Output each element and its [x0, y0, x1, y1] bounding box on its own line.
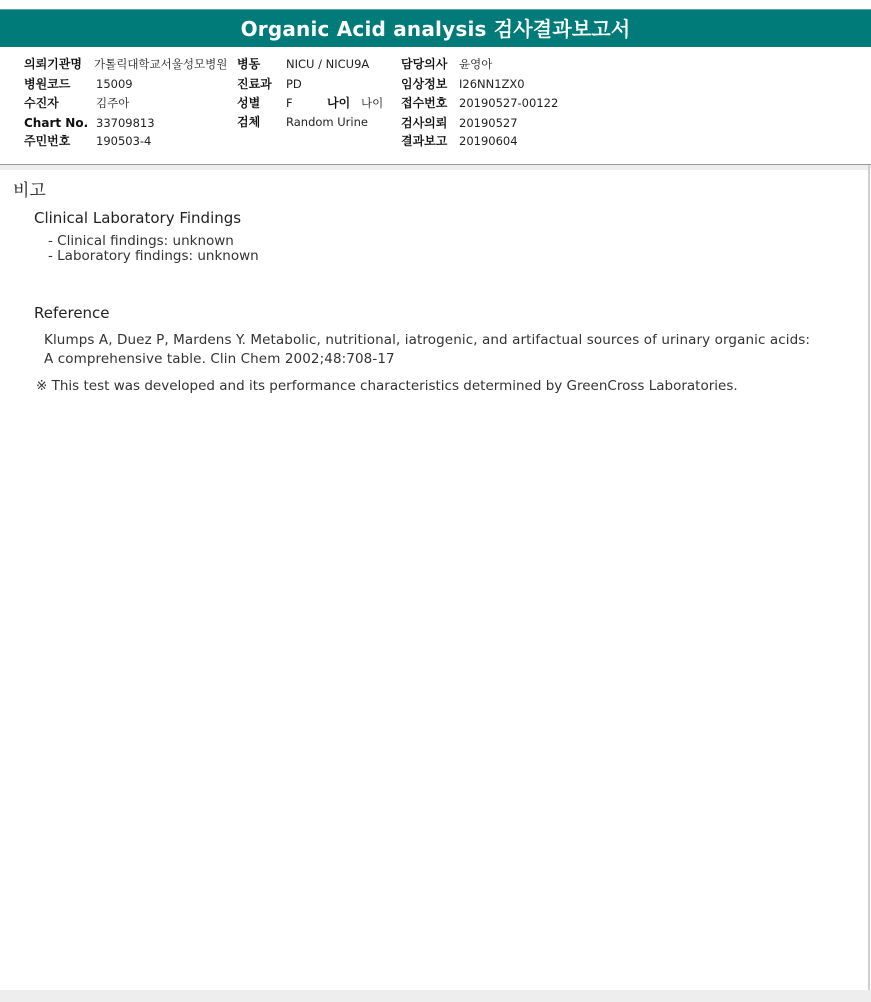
specimen-value: Random Urine [286, 115, 368, 129]
recipient-label: 수진자 [24, 96, 59, 110]
resident-no-label: 주민번호 [24, 134, 71, 148]
doctor-value: 윤영아 [459, 57, 493, 71]
request-date-label: 검사의뢰 [401, 116, 448, 130]
recipient-value: 김주아 [96, 96, 130, 110]
top-strip [0, 0, 871, 9]
section-divider [0, 165, 871, 170]
chart-no-value: 33709813 [96, 116, 155, 130]
sex-value: F [286, 96, 293, 110]
finding-item-laboratory: - Laboratory findings: unknown [48, 248, 259, 264]
remarks-heading: 비고 [13, 181, 46, 201]
findings-heading: Clinical Laboratory Findings [34, 209, 242, 227]
receipt-no-value: 20190527-00122 [459, 96, 559, 110]
resident-no-value: 190503-4 [96, 134, 152, 148]
hospital-code-value: 15009 [96, 77, 133, 91]
ward-label: 병동 [237, 57, 261, 71]
clinical-info-value: I26NN1ZX0 [459, 77, 525, 91]
hospital-code-label: 병원코드 [24, 77, 71, 91]
patient-info-block [0, 47, 871, 165]
reference-line-1: Klumps A, Duez P, Mardens Y. Metabolic, nutritional, iatrogenic, and artifactual sources of urinary organic acids: [44, 332, 811, 348]
chart-no-label: Chart No. [24, 116, 89, 130]
department-value: PD [286, 77, 302, 91]
receipt-no-label: 접수번호 [401, 96, 448, 110]
right-border [868, 165, 870, 990]
report-date-value: 20190604 [459, 134, 518, 148]
age-value: 나이 [361, 96, 384, 110]
report-title: Organic Acid analysis 검사결과보고서 [0, 9, 871, 48]
age-label: 나이 [327, 96, 351, 110]
finding-item-clinical: - Clinical findings: unknown [48, 233, 234, 249]
reference-heading: Reference [34, 304, 110, 322]
request-date-value: 20190527 [459, 116, 518, 130]
clinical-info-label: 임상정보 [401, 77, 448, 91]
lab-disclaimer-note: ※ This test was developed and its performance characteristics determined by GreenCross Laboratories. [36, 378, 738, 394]
institution-value: 가톨릭대학교서울성모병원 [94, 57, 228, 71]
ward-value: NICU / NICU9A [286, 57, 370, 71]
reference-line-2: A comprehensive table. Clin Chem 2002;48:708-17 [44, 351, 395, 367]
doctor-label: 담당의사 [401, 57, 448, 71]
institution-label: 의뢰기관명 [24, 57, 82, 71]
bottom-bar [0, 990, 871, 1002]
department-label: 진료과 [237, 77, 272, 91]
report-date-label: 결과보고 [401, 134, 448, 148]
specimen-label: 검체 [237, 115, 261, 129]
sex-label: 성별 [237, 96, 261, 110]
